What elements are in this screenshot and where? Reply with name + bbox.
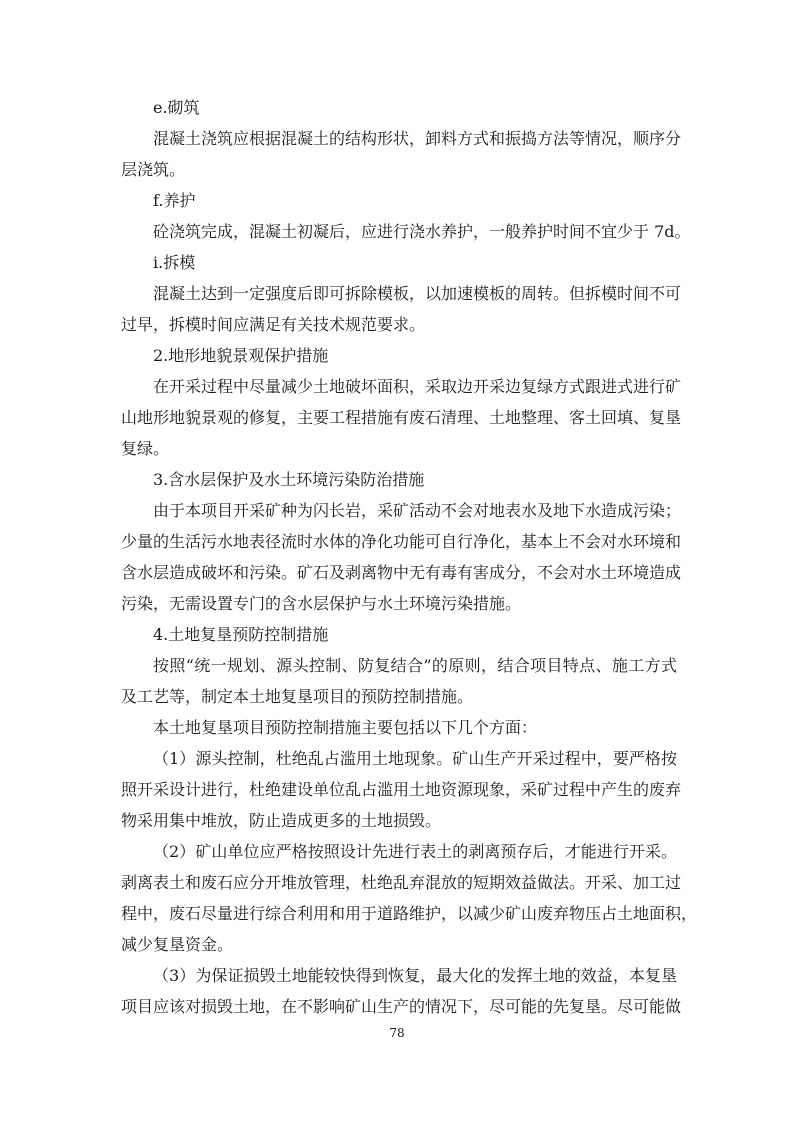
text-line: 2.地形地貌景观保护措施	[153, 346, 329, 365]
page-number: 78	[389, 1026, 405, 1040]
text-line: i.拆模	[153, 253, 196, 272]
text-line: 在开采过程中尽量减少土地破坏面积，采取边开采边复绿方式跟进式进行矿	[153, 377, 682, 396]
text-line: 混凝土达到一定强度后即可拆除模板，以加速模板的周转。但拆模时间不可	[153, 284, 682, 303]
text-line: 混凝土浇筑应根据混凝土的结构形状，卸料方式和振捣方法等情况，顺序分	[153, 129, 682, 148]
text-line: 剥离表土和废石应分开堆放管理，杜绝乱弃混放的短期效益做法。开采、加工过	[121, 873, 682, 892]
text-line: 复绿。	[121, 439, 170, 458]
body-text	[121, 92, 698, 1022]
text-line: 按照“统一规划、源头控制、防复结合”的原则，结合项目特点、施工方式	[153, 656, 677, 675]
text-line: （2）矿山单位应严格按照设计先进行表土的剥离预存后，才能进行开采。	[153, 842, 677, 861]
text-line: e.砌筑	[153, 98, 200, 117]
text-line: 砼浇筑完成，混凝土初凝后，应进行浇水养护，一般养护时间不宜少于 7d。	[153, 222, 691, 241]
text-line: 程中，废石尽量进行综合利用和用于道路维护，以减少矿山废弃物压占土地面积，	[121, 904, 698, 923]
text-line: 污染，无需设置专门的含水层保护与水土环境污染措施。	[121, 594, 522, 613]
text-line: 含水层造成破坏和污染。矿石及剥离物中无有毒有害成分，不会对水土环境造成	[121, 563, 682, 582]
text-line: f.养护	[153, 191, 196, 210]
text-line: 4.土地复垦预防控制措施	[153, 625, 329, 644]
text-line: 照开采设计进行，杜绝建设单位乱占滥用土地资源现象，采矿过程中产生的废弃	[121, 780, 682, 799]
text-line: 物采用集中堆放，防止造成更多的土地损毁。	[121, 811, 442, 830]
text-line: （1）源头控制，杜绝乱占滥用土地现象。矿山生产开采过程中，要严格按	[153, 749, 677, 768]
text-line: 少量的生活污水地表径流时水体的净化功能可自行净化，基本上不会对水环境和	[121, 532, 682, 551]
text-line: 由于本项目开采矿种为闪长岩，采矿活动不会对地表水及地下水造成污染；	[153, 501, 682, 520]
text-line: 本土地复垦项目预防控制措施主要包括以下几个方面：	[153, 718, 538, 737]
text-line: 过早，拆模时间应满足有关技术规范要求。	[121, 315, 426, 334]
text-line: 及工艺等，制定本土地复垦项目的预防控制措施。	[121, 687, 474, 706]
text-line: 山地形地貌景观的修复，主要工程措施有废石清理、土地整理、客土回填、复垦	[121, 408, 682, 427]
text-line: 减少复垦资金。	[121, 935, 234, 954]
text-line: （3）为保证损毁土地能较快得到恢复，最大化的发挥土地的效益，本复垦	[153, 966, 677, 985]
text-line: 项目应该对损毁土地，在不影响矿山生产的情况下，尽可能的先复垦。尽可能做	[121, 997, 682, 1016]
text-line: 3.含水层保护及水土环境污染防治措施	[153, 470, 425, 489]
text-line: 层浇筑。	[121, 160, 186, 179]
